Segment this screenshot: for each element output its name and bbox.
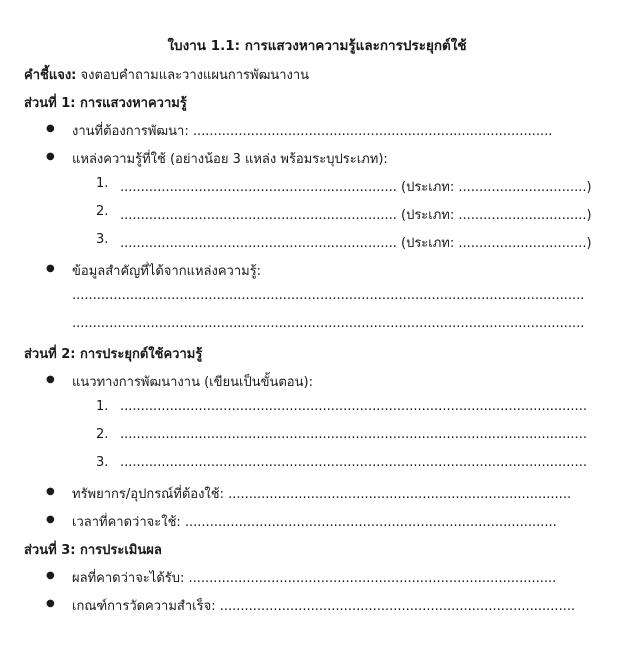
instruction-text: จงตอบคำถามและวางแผนการพัฒนางาน <box>80 68 310 83</box>
bullet-icon: ● <box>46 263 55 274</box>
task-field[interactable]: งานที่ต้องการพัฒนา: ....................................................................................... <box>72 124 553 139</box>
step-number: 3. <box>96 455 109 470</box>
bullet-icon: ● <box>46 374 55 385</box>
resources-field[interactable]: ทรัพยากร/อุปกรณ์ที่ต้องใช้: ................................................................................... <box>72 487 572 502</box>
key-info-field[interactable]: ............................................................................................................................ <box>72 288 585 303</box>
sources-label: แหล่งความรู้ที่ใช้ (อย่างน้อย 3 แหล่ง พร้อมระบุประเภท): <box>72 152 388 167</box>
bullet-icon: ● <box>46 598 55 609</box>
bullet-icon: ● <box>46 151 55 162</box>
source-field[interactable]: ................................................................... (ประเภท: ...............................) <box>120 208 592 223</box>
section2-heading: ส่วนที่ 2: การประยุกต์ใช้ความรู้ <box>24 347 203 362</box>
worksheet-title: ใบงาน 1.1: การแสวงหาความรู้และการประยุกต์ใช้ <box>167 38 467 54</box>
step-field[interactable]: ................................................................................................................. <box>120 399 587 414</box>
source-number: 2. <box>96 204 109 219</box>
bullet-icon: ● <box>46 486 55 497</box>
bullet-icon: ● <box>46 514 55 525</box>
step-number: 1. <box>96 399 109 414</box>
source-field[interactable]: ................................................................... (ประเภท: ...............................) <box>120 236 592 251</box>
key-info-field[interactable]: ............................................................................................................................ <box>72 316 585 331</box>
instruction-line <box>24 64 309 85</box>
source-number: 1. <box>96 176 109 191</box>
step-field[interactable]: ................................................................................................................. <box>120 455 587 470</box>
section3-heading: ส่วนที่ 3: การประเมินผล <box>24 543 162 558</box>
expected-result-field[interactable]: ผลที่คาดว่าจะได้รับ: ......................................................................................... <box>72 571 557 586</box>
section1-heading: ส่วนที่ 1: การแสวงหาความรู้ <box>24 96 187 111</box>
key-info-label: ข้อมูลสำคัญที่ได้จากแหล่งความรู้: <box>72 264 262 279</box>
source-number: 3. <box>96 232 109 247</box>
instruction-label: คำชี้แจง: <box>24 68 77 83</box>
approach-label: แนวทางการพัฒนางาน (เขียนเป็นขั้นตอน): <box>72 375 313 390</box>
bullet-icon: ● <box>46 123 55 134</box>
source-field[interactable]: ................................................................... (ประเภท: ...............................) <box>120 180 592 195</box>
success-criteria-field[interactable]: เกณฑ์การวัดความสำเร็จ: ...................................................................................... <box>72 599 576 614</box>
step-number: 2. <box>96 427 109 442</box>
time-field[interactable]: เวลาที่คาดว่าจะใช้: .......................................................................................... <box>72 515 557 530</box>
bullet-icon: ● <box>46 570 55 581</box>
step-field[interactable]: ................................................................................................................. <box>120 427 587 442</box>
